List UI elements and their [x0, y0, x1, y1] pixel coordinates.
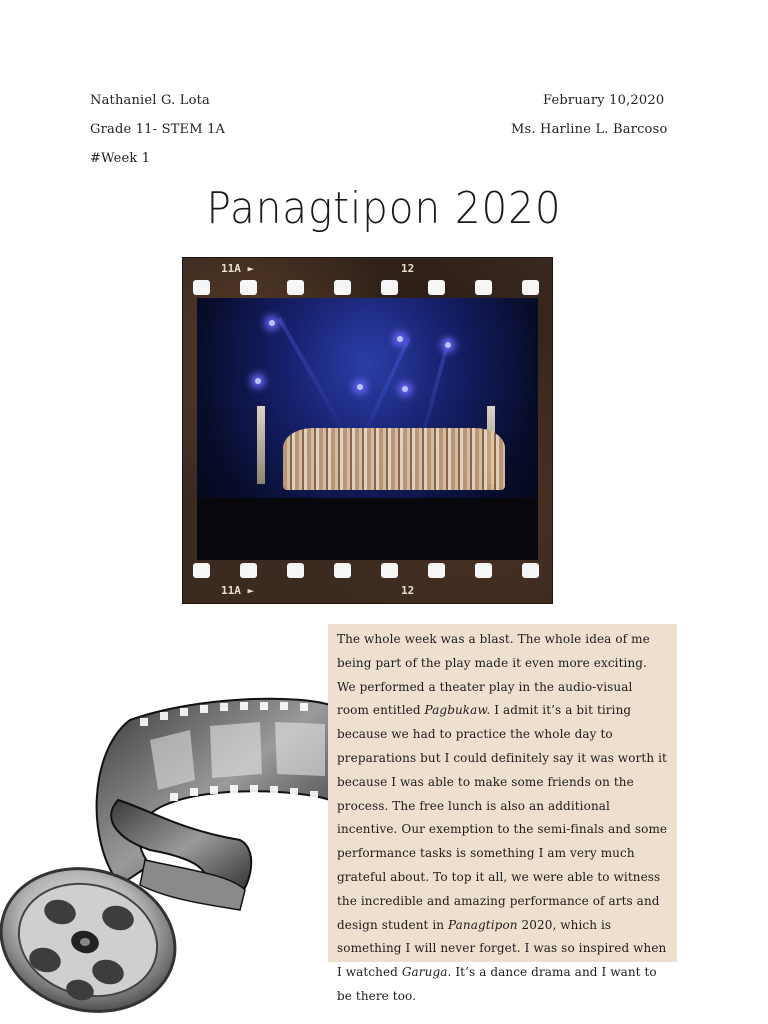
- play-title-pagbukaw: Pagbukaw.: [424, 703, 491, 718]
- sprocket-hole: [522, 280, 539, 295]
- sprocket-hole: [475, 280, 492, 295]
- sprocket-hole: [287, 280, 304, 295]
- date: February 10,2020: [543, 93, 665, 108]
- sprocket-hole: [334, 563, 351, 578]
- film-frame-label: 11A ►: [221, 262, 255, 275]
- sprocket-hole: [334, 280, 351, 295]
- teacher-name: Ms. Harline L. Barcoso: [511, 122, 668, 137]
- reflection-text-box: [328, 624, 677, 1003]
- grade-section: Grade 11- STEM 1A: [90, 122, 226, 137]
- play-title-garuga: Garuga: [401, 965, 448, 980]
- sprocket-hole: [428, 280, 445, 295]
- sprocket-hole: [193, 280, 210, 295]
- sprocket-hole: [240, 280, 257, 295]
- sprocket-hole: [522, 563, 539, 578]
- film-frame-label: 11A ►: [221, 584, 255, 597]
- sprocket-hole: [381, 563, 398, 578]
- week-label: #Week 1: [90, 151, 151, 166]
- reflection-text: I admit it’s a bit tiring because we had to practice the whole day to preparations but I could definitely say it was worth it because I was able to make some friends on the process. The free lunch is also an additional incentive. Our exemption to the semi-finals and some performance tasks is something I am very much grateful about. To top it all, we were able to witness the incredible and amazing performance of arts and design student in: [337, 703, 668, 932]
- page-title: Panagtipon 2020: [206, 183, 562, 234]
- sprocket-hole: [381, 280, 398, 295]
- film-reel-icon: [0, 690, 330, 1024]
- reflection-paragraph: [337, 628, 668, 1009]
- reflection-text: 2020, which is something I will never forget. I was so inspired when I watched: [337, 917, 667, 980]
- student-name: Nathaniel G. Lota: [90, 93, 211, 108]
- sprocket-hole: [193, 563, 210, 578]
- reflection-text: The whole week was a blast. The whole idea of me being part of the play made it even more exciting. We performed a theater play in the audio-visual room entitled: [337, 632, 650, 718]
- sprocket-hole: [475, 563, 492, 578]
- film-frame-number: 12: [401, 584, 415, 597]
- reflection-text: . It’s a dance drama and I want to be there too.: [337, 965, 657, 1003]
- sprocket-hole: [240, 563, 257, 578]
- stage-photo: [197, 298, 538, 560]
- event-title-panagtipon: Panagtipon: [448, 917, 518, 932]
- sprocket-hole: [287, 563, 304, 578]
- film-frame-number: 12: [401, 262, 415, 275]
- film-strip-frame: [182, 257, 553, 604]
- sprocket-hole: [428, 563, 445, 578]
